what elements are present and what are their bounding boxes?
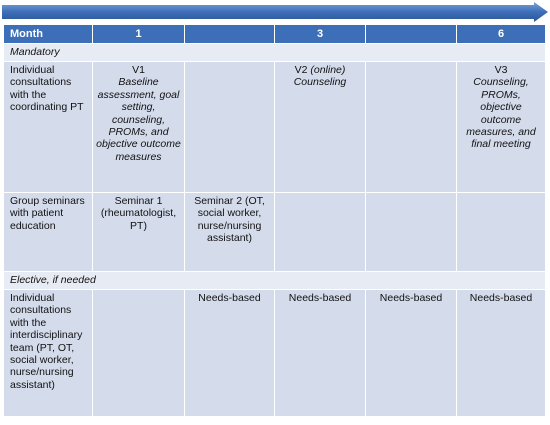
timeline-arrow	[2, 2, 548, 22]
v3-title: V3	[494, 64, 508, 76]
header-month-4	[366, 25, 457, 44]
row-label-individual-pt: Individual consultations with the coordinating PT	[4, 62, 93, 193]
header-month: Month	[4, 25, 93, 44]
row-label-interdisciplinary: Individual consultations with the interdisciplinary team (PT, OT, social worker, nurse/nursing assistant)	[4, 290, 93, 417]
section-mandatory	[4, 44, 546, 62]
row-label-group-seminars: Group seminars with patient education	[4, 193, 93, 272]
cell-v1	[93, 62, 185, 193]
cell-empty	[185, 62, 275, 193]
table-row	[4, 290, 546, 417]
v1-title: V1	[132, 64, 145, 76]
cell-empty	[366, 193, 457, 272]
cell-v2	[275, 62, 366, 193]
v2-detail: Counseling	[293, 76, 347, 89]
cell-needs-based: Needs-based	[185, 290, 275, 417]
section-elective	[4, 272, 546, 290]
cell-seminar-1: Seminar 1 (rheumatologist, PT)	[93, 193, 185, 272]
table-row	[4, 193, 546, 272]
section-elective-label: Elective, if needed	[4, 272, 546, 290]
cell-seminar-2: Seminar 2 (OT, social worker, nurse/nursing assistant)	[185, 193, 275, 272]
cell-empty	[366, 62, 457, 193]
v3-detail: Counseling, PROMs, objective outcome measures, and final meeting	[466, 76, 536, 151]
header-month-1: 1	[93, 25, 185, 44]
table-row	[4, 62, 546, 193]
header-month-2	[185, 25, 275, 44]
cell-needs-based: Needs-based	[275, 290, 366, 417]
header-month-6: 6	[457, 25, 546, 44]
v1-detail: Baseline assessment, goal setting, counseling, PROMs, and objective outcome measures	[96, 76, 181, 163]
header-row	[4, 25, 546, 44]
cell-empty	[93, 290, 185, 417]
cell-needs-based: Needs-based	[366, 290, 457, 417]
cell-needs-based: Needs-based	[457, 290, 546, 417]
v2-online: (online)	[310, 64, 346, 76]
v2-title: V2	[294, 64, 311, 76]
intervention-timeline-table	[3, 24, 546, 417]
cell-empty	[457, 193, 546, 272]
section-mandatory-label: Mandatory	[4, 44, 546, 62]
cell-empty	[275, 193, 366, 272]
header-month-3: 3	[275, 25, 366, 44]
cell-v3	[457, 62, 546, 193]
